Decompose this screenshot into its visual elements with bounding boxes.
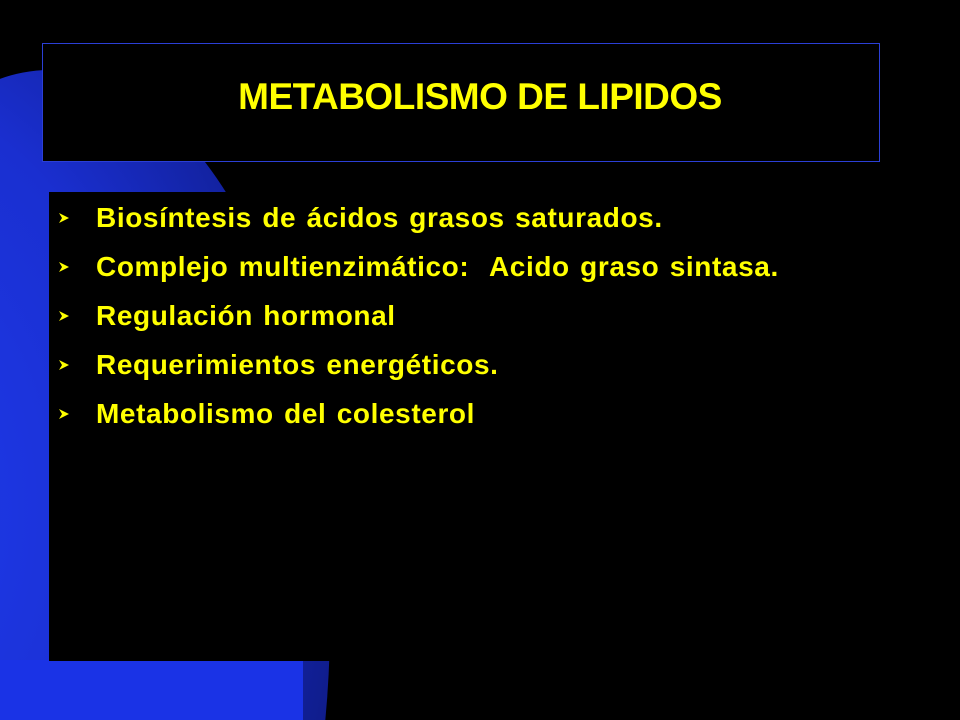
arrowhead-bullet-icon [58,198,96,238]
list-item [58,247,858,287]
bullet-text: Regulación hormonal [96,300,396,331]
list-item [58,198,858,238]
arrowhead-bullet-icon [58,345,96,385]
list-item [58,296,858,336]
bullet-list [58,198,858,443]
bullet-text: Complejo multienzimático: Acido graso sintasa. [96,251,779,282]
slide-title: METABOLISMO DE LIPIDOS [238,76,722,117]
arrowhead-bullet-icon [58,247,96,287]
bullet-text: Metabolismo del colesterol [96,398,476,429]
list-item [58,345,858,385]
arrowhead-bullet-icon [58,296,96,336]
bullet-text: Requerimientos energéticos. [96,349,499,380]
bullet-text: Biosíntesis de ácidos grasos saturados. [96,202,663,233]
background-blue-block [0,660,303,720]
list-item [58,394,858,434]
arrowhead-bullet-icon [58,394,96,434]
